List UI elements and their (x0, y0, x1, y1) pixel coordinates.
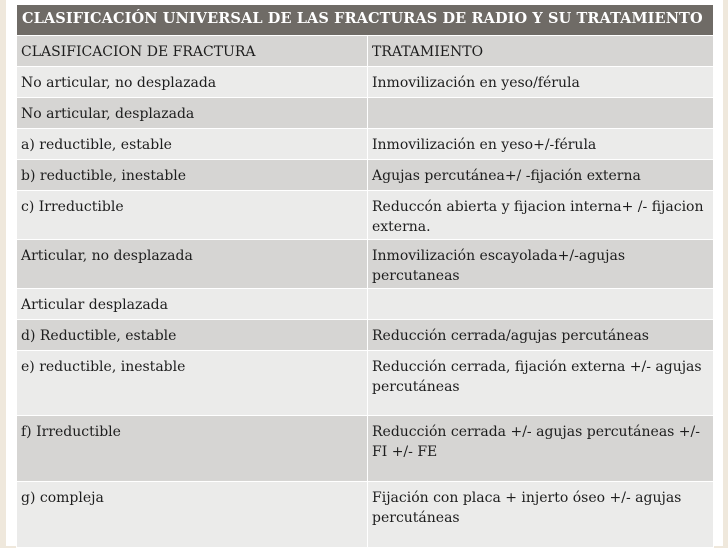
cell-treatment: Inmovilización escayolada+/-agujas percutaneas (368, 240, 714, 289)
cell-treatment: Fijación con placa + injerto óseo +/- agujas percutáneas (368, 482, 714, 548)
cell-classification: d) Reductible, estable (17, 320, 368, 351)
table-row (17, 129, 714, 160)
table-title: CLASIFICACIÓN UNIVERSAL DE LAS FRACTURAS DE RADIO Y SU TRATAMIENTO (17, 5, 714, 36)
cell-classification: a) reductible, estable (17, 129, 368, 160)
cell-treatment: Reducción cerrada +/- agujas percutáneas +/- FI +/- FE (368, 416, 714, 482)
table-title-row (17, 5, 714, 36)
cell-classification: g) compleja (17, 482, 368, 548)
table-row (17, 240, 714, 289)
header-treatment: TRATAMIENTO (368, 36, 714, 67)
table-row (17, 160, 714, 191)
cell-treatment: Reducción cerrada/agujas percutáneas (368, 320, 714, 351)
cell-treatment (368, 98, 714, 129)
cell-treatment: Inmovilización en yeso+/-férula (368, 129, 714, 160)
table-row (17, 289, 714, 320)
cell-classification: c) Irreductible (17, 191, 368, 240)
fracture-classification-table (16, 4, 714, 548)
header-classification: CLASIFICACION DE FRACTURA (17, 36, 368, 67)
slide-frame (6, 0, 723, 546)
cell-classification: b) reductible, inestable (17, 160, 368, 191)
cell-treatment (368, 289, 714, 320)
cell-treatment: Reduccón abierta y fijacion interna+ /- fijacion externa. (368, 191, 714, 240)
cell-treatment: Agujas percutánea+/ -fijación externa (368, 160, 714, 191)
table-row (17, 351, 714, 416)
cell-treatment: Inmovilización en yeso/férula (368, 67, 714, 98)
table-row (17, 320, 714, 351)
table-row (17, 67, 714, 98)
cell-classification: f) Irreductible (17, 416, 368, 482)
table-row (17, 416, 714, 482)
table-row (17, 98, 714, 129)
cell-classification: Articular, no desplazada (17, 240, 368, 289)
cell-classification: Articular desplazada (17, 289, 368, 320)
cell-classification: No articular, no desplazada (17, 67, 368, 98)
table-row (17, 482, 714, 548)
cell-treatment: Reducción cerrada, fijación externa +/- agujas percutáneas (368, 351, 714, 416)
table-row (17, 191, 714, 240)
table-header-row (17, 36, 714, 67)
cell-classification: e) reductible, inestable (17, 351, 368, 416)
cell-classification: No articular, desplazada (17, 98, 368, 129)
